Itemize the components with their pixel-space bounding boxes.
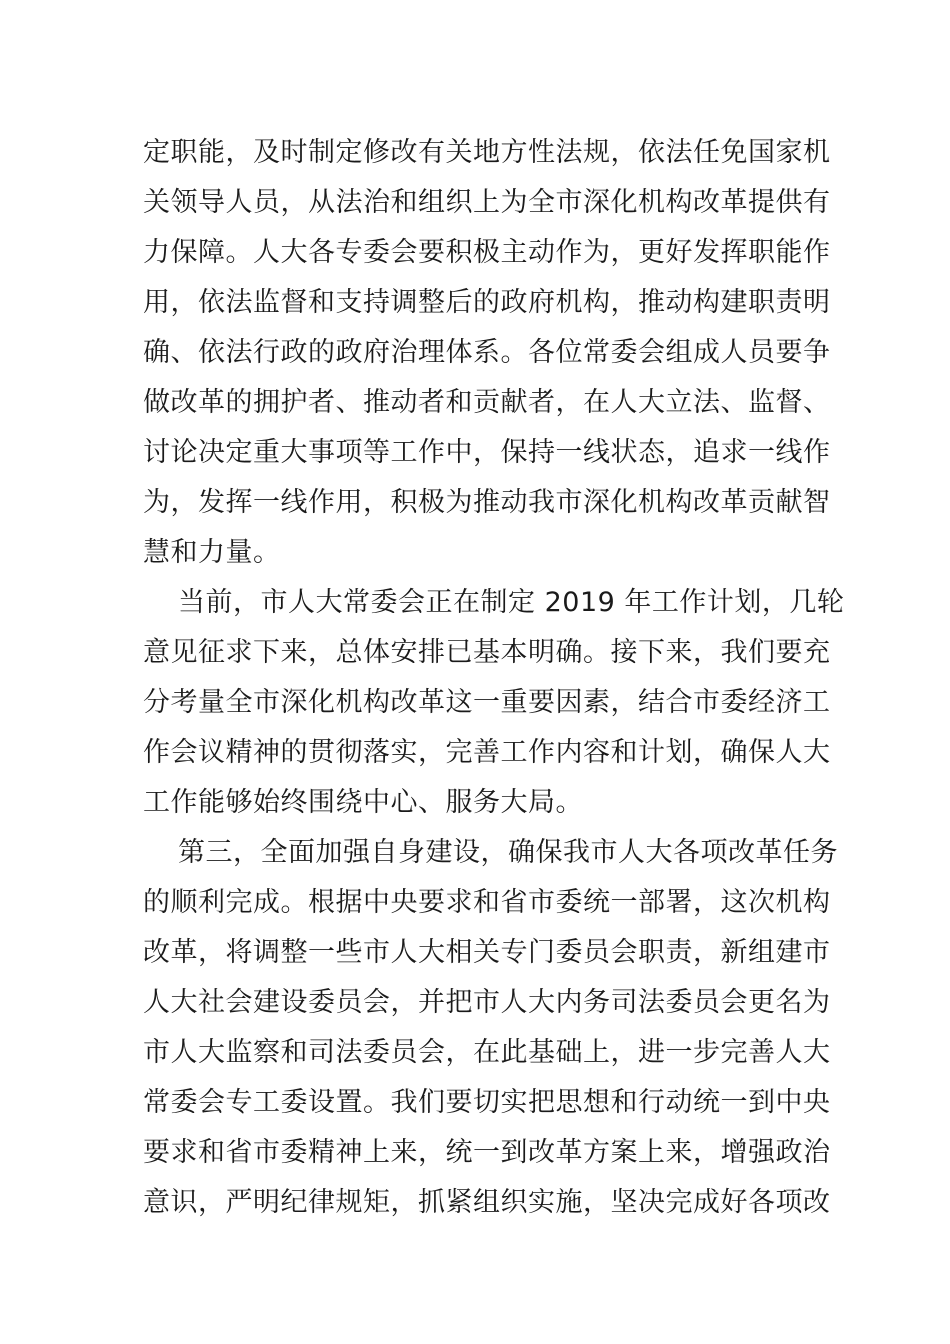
document-body	[143, 128, 845, 1228]
text-line: 意见征求下来，总体安排已基本明确。接下来，我们要充	[143, 637, 831, 668]
text-line: 市人大监察和司法委员会，在此基础上，进一步完善人大	[143, 1037, 831, 1068]
text-line: 确、依法行政的政府治理体系。各位常委会组成人员要争	[143, 337, 831, 368]
text-line: 改革，将调整一些市人大相关专门委员会职责，新组建市	[143, 937, 831, 968]
text-line: 工作能够始终围绕中心、服务大局。	[143, 787, 583, 818]
text-line: 作会议精神的贯彻落实，完善工作内容和计划，确保人大	[143, 737, 831, 768]
text-line: 的顺利完成。根据中央要求和省市委统一部署，这次机构	[143, 887, 831, 918]
text-line: 关领导人员，从法治和组织上为全市深化机构改革提供有	[143, 187, 831, 218]
text-line: 用，依法监督和支持调整后的政府机构，推动构建职责明	[143, 287, 831, 318]
paragraph-start-line: 第三，全面加强自身建设，确保我市人大各项改革任务	[178, 837, 838, 868]
text-line: 常委会专工委设置。我们要切实把思想和行动统一到中央	[143, 1087, 831, 1118]
text-line: 分考量全市深化机构改革这一重要因素，结合市委经济工	[143, 687, 831, 718]
text-line: 要求和省市委精神上来，统一到改革方案上来，增强政治	[143, 1137, 831, 1168]
text-line: 人大社会建设委员会，并把市人大内务司法委员会更名为	[143, 987, 831, 1018]
text-line: 力保障。人大各专委会要积极主动作为，更好发挥职能作	[143, 237, 831, 268]
text-line: 为，发挥一线作用，积极为推动我市深化机构改革贡献智	[143, 487, 831, 518]
text-line: 定职能，及时制定修改有关地方性法规，依法任免国家机	[143, 137, 831, 168]
paragraph-start-line: 当前，市人大常委会正在制定 2019 年工作计划，几轮	[178, 587, 845, 618]
text-line: 慧和力量。	[143, 537, 281, 568]
text-line: 意识，严明纪律规矩，抓紧组织实施，坚决完成好各项改	[143, 1187, 831, 1218]
text-line: 做改革的拥护者、推动者和贡献者，在人大立法、监督、	[143, 387, 831, 418]
text-line: 讨论决定重大事项等工作中，保持一线状态，追求一线作	[143, 437, 831, 468]
